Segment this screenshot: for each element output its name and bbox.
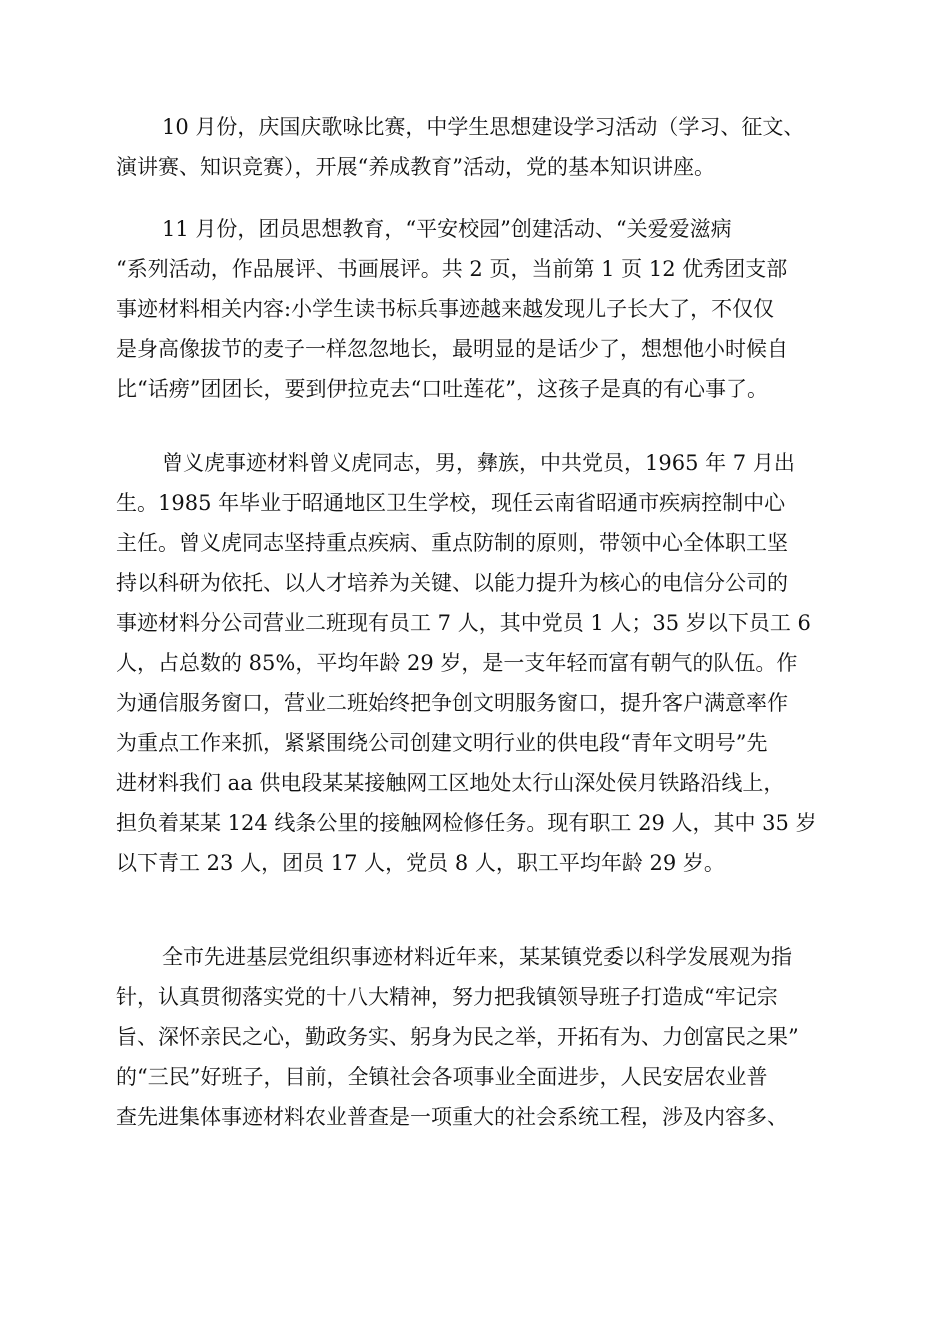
paragraph-party-organization (116, 937, 856, 1137)
text-line: 全市先进基层党组织事迹材料近年来，某某镇党委以科学发展观为指 (162, 945, 792, 969)
text-line: 为通信服务窗口，营业二班始终把争创文明服务窗口，提升客户满意率作 (116, 691, 788, 715)
text-line: 曾义虎事迹材料曾义虎同志，男，彝族，中共党员，1965 年 7 月出 (162, 451, 795, 475)
text-line: 为重点工作来抓，紧紧围绕公司创建文明行业的供电段“青年文明号”先 (116, 731, 768, 755)
text-line: 事迹材料分公司营业二班现有员工 7 人，其中党员 1 人；35 岁以下员工 6 (116, 611, 811, 635)
text-line: 主任。曾义虎同志坚持重点疾病、重点防制的原则，带领中心全体职工坚 (116, 531, 788, 555)
text-line: 10 月份，庆国庆歌咏比赛，中学生思想建设学习活动（学习、征文、 (162, 115, 805, 139)
text-line: 事迹材料相关内容:小学生读书标兵事迹越来越发现儿子长大了，不仅仅 (116, 297, 775, 321)
text-line: 比“话痨”团团长，要到伊拉克去“口吐莲花”，这孩子是真的有心事了。 (116, 377, 768, 401)
text-line: 以下青工 23 人，团员 17 人，党员 8 人，职工平均年龄 29 岁。 (116, 851, 725, 875)
text-line: “系列活动，作品展评、书画展评。共 2 页，当前第 1 页 12 优秀团支部 (116, 257, 788, 281)
paragraph-october-activities (116, 107, 856, 187)
text-line: 的“三民”好班子，目前，全镇社会各项事业全面进步，人民安居农业普 (116, 1065, 768, 1089)
text-line: 查先进集体事迹材料农业普查是一项重大的社会系统工程，涉及内容多、 (116, 1105, 788, 1129)
text-line: 是身高像拔节的麦子一样忽忽地长，最明显的是话少了，想想他小时候自 (116, 337, 788, 361)
text-line: 旨、深怀亲民之心，勤政务实、躬身为民之举，开拓有为、力创富民之果” (116, 1025, 799, 1049)
paragraph-november-activities (116, 209, 856, 409)
text-line: 针，认真贯彻落实党的十八大精神，努力把我镇领导班子打造成“牢记宗 (116, 985, 778, 1009)
text-line: 11 月份，团员思想教育，“平安校园”创建活动、“关爱爱滋病 (162, 217, 732, 241)
text-line: 生。1985 年毕业于昭通地区卫生学校，现任云南省昭通市疾病控制中心 (116, 491, 786, 515)
text-line: 进材料我们 aa 供电段某某接触网工区地处太行山深处侯月铁路沿线上， (116, 771, 785, 795)
text-line: 持以科研为依托、以人才培养为关键、以能力提升为核心的电信分公司的 (116, 571, 788, 595)
text-line: 人，占总数的 85%，平均年龄 29 岁，是一支年轻而富有朝气的队伍。作 (116, 651, 798, 675)
paragraph-zeng-yihu (116, 443, 856, 883)
text-line: 担负着某某 124 线条公里的接触网检修任务。现有职工 29 人，其中 35 岁 (116, 811, 817, 835)
text-line: 演讲赛、知识竞赛），开展“养成教育”活动，党的基本知识讲座。 (116, 155, 715, 179)
